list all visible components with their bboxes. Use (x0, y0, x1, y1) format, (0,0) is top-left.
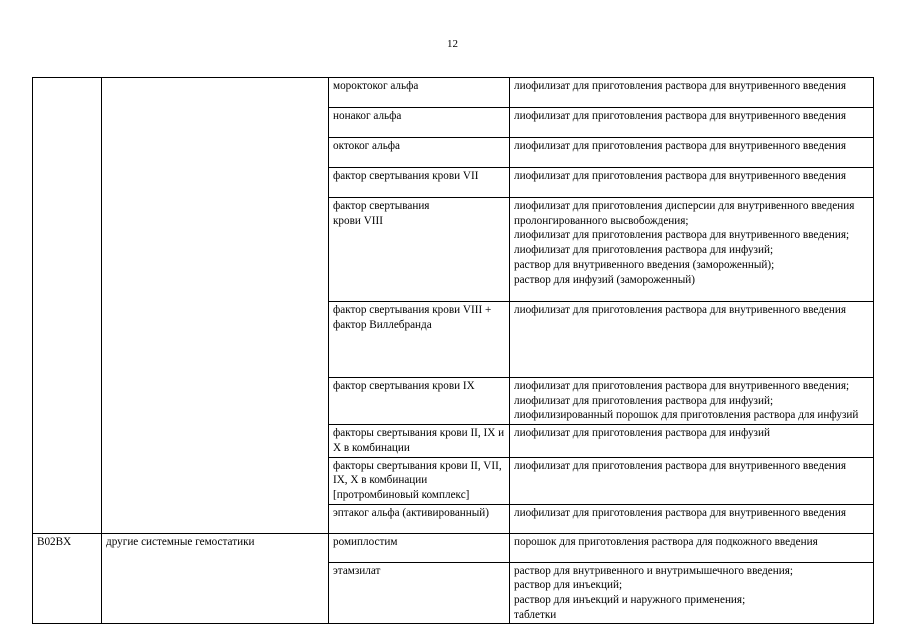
dosage-form: лиофилизат для приготовления раствора для внутривенного введения (510, 138, 874, 168)
table-row (33, 533, 874, 562)
dosage-form: лиофилизат для приготовления раствора для внутривенного введения (510, 108, 874, 138)
drug-name: фактор свертывания крови VIII (329, 198, 510, 302)
drug-name: ромиплостим (329, 533, 510, 562)
drug-table (32, 77, 874, 624)
drug-name: мороктоког альфа (329, 78, 510, 108)
atc-code-cell (33, 78, 102, 534)
drug-name: факторы свертывания крови II, IX и X в комбинации (329, 425, 510, 457)
table-row (33, 78, 874, 108)
dosage-form: лиофилизат для приготовления раствора для внутривенного введения (510, 504, 874, 533)
drug-name: нонаког альфа (329, 108, 510, 138)
dosage-form: лиофилизат для приготовления раствора для внутривенного введения (510, 168, 874, 198)
dosage-form: лиофилизат для приготовления раствора для внутривенного введения (510, 457, 874, 504)
dosage-form: лиофилизат для приготовления раствора для инфузий (510, 425, 874, 457)
page-number: 12 (447, 38, 458, 50)
drug-name: факторы свертывания крови II, VII, IX, X в комбинации [протромбиновый комплекс] (329, 457, 510, 504)
dosage-form: раствор для внутривенного и внутримышечного введения; раствор для инъекций; раствор для инъекций и наружного применения; таблетки (510, 562, 874, 624)
drug-name: фактор свертывания крови VIII + фактор Виллебранда (329, 302, 510, 378)
drug-name: фактор свертывания крови IX (329, 378, 510, 425)
dosage-form: лиофилизат для приготовления дисперсии для внутривенного введения пролонгированного высвобождения; лиофилизат для приготовления раствора для внутривенного введения; лиофилизат для приготовления раствора для инфузий; раствор для внутривенного введения (замороженный); раствор для инфузий (замороженный) (510, 198, 874, 302)
dosage-form: порошок для приготовления раствора для подкожного введения (510, 533, 874, 562)
dosage-form: лиофилизат для приготовления раствора для внутривенного введения; лиофилизат для приготовления раствора для инфузий; лиофилизированный порошок для приготовления раствора для инфузий (510, 378, 874, 425)
dosage-form: лиофилизат для приготовления раствора для внутривенного введения (510, 302, 874, 378)
drug-name: октоког альфа (329, 138, 510, 168)
atc-code: B02BX (33, 533, 102, 624)
drug-name: фактор свертывания крови VII (329, 168, 510, 198)
drug-name: эптаког альфа (активированный) (329, 504, 510, 533)
atc-group: другие системные гемостатики (102, 533, 329, 624)
dosage-form: лиофилизат для приготовления раствора для внутривенного введения (510, 78, 874, 108)
drug-name: этамзилат (329, 562, 510, 624)
atc-group-cell (102, 78, 329, 534)
